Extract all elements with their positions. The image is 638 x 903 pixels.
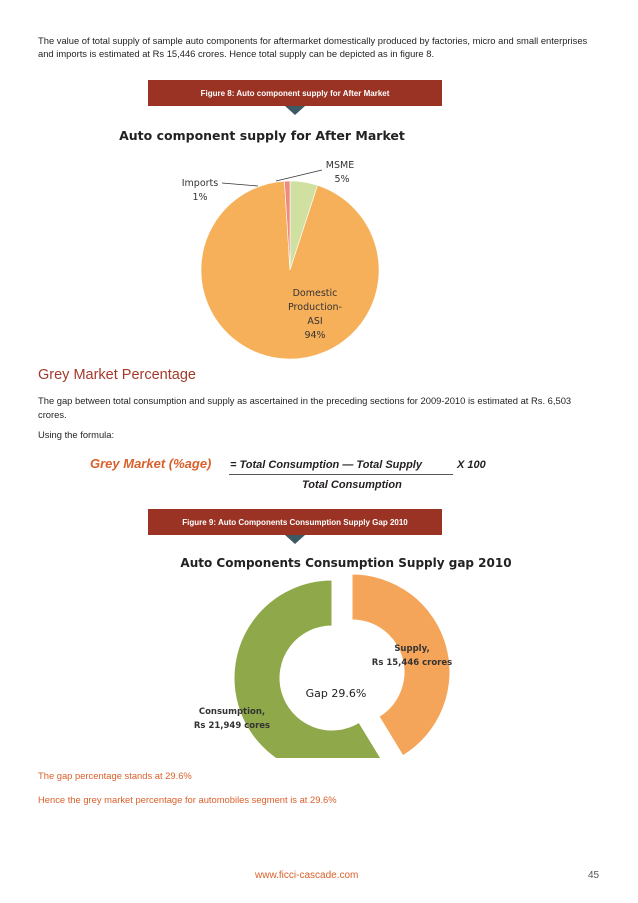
domestic-label-line-1: Domestic [292,288,338,299]
domestic-label-line-3: ASI [307,316,323,327]
formula-multiplier: X 100 [457,459,486,471]
figure9-donut-chart [0,548,638,758]
page-number: 45 [588,870,600,881]
figure9-chart-title: Auto Components Consumption Supply gap 2010 [180,556,512,570]
imports-label-pct: 1% [192,192,208,203]
domestic-label-line-4: 94% [304,330,326,341]
imports-leader-line [222,183,258,186]
figure8-chart-title: Auto component supply for After Market [119,128,405,143]
supply-label-line-1: Supply, [394,644,430,654]
supply-label-line-2: Rs 15,446 crores [371,658,453,668]
conclusion-line-1: The gap percentage stands at 29.6% [38,770,192,781]
figure8-pie-slices [201,181,379,359]
formula-denominator: Total Consumption [302,479,402,491]
gap-label: Gap 29.6% [305,687,367,700]
figure9-banner-pointer [285,535,305,544]
figure9-banner: Figure 9: Auto Components Consumption Supply Gap 2010 [148,509,442,535]
figure8-pie-chart [0,120,638,360]
figure8-banner-pointer [285,106,305,115]
formula-numerator: = Total Consumption — Total Supply [230,459,422,471]
formula-intro: Using the formula: [38,429,115,440]
msme-label-name: MSME [325,160,355,171]
intro-line-1: The value of total supply of sample auto components for aftermarket domestically produced by factories, micro and small enterprises [38,35,588,46]
footer-url[interactable]: www.ficci-cascade.com [255,870,359,881]
grey-market-para-line-2: crores. [38,409,67,420]
intro-line-2: and imports is estimated at Rs 15,446 crores. Hence total supply can be depicted as in figure 8. [38,48,435,59]
consumption-label-line-1: Consumption, [198,707,266,717]
msme-leader-line [276,170,322,181]
conclusion-line-2: Hence the grey market percentage for automobiles segment is at 29.6% [38,794,337,805]
consumption-label-line-2: Rs 21,949 cores [193,721,271,731]
domestic-label-line-2: Production- [288,302,342,313]
msme-label-pct: 5% [334,174,350,185]
figure8-banner: Figure 8: Auto component supply for After Market [148,80,442,106]
formula-fraction-bar [229,474,453,475]
formula-lhs: Grey Market (%age) [90,456,212,471]
grey-market-para-line-1: The gap between total consumption and supply as ascertained in the preceding sections for 2009-2010 is estimated at Rs. 6,503 [38,395,572,406]
grey-market-heading: Grey Market Percentage [38,367,196,383]
imports-label-name: Imports [181,178,219,189]
